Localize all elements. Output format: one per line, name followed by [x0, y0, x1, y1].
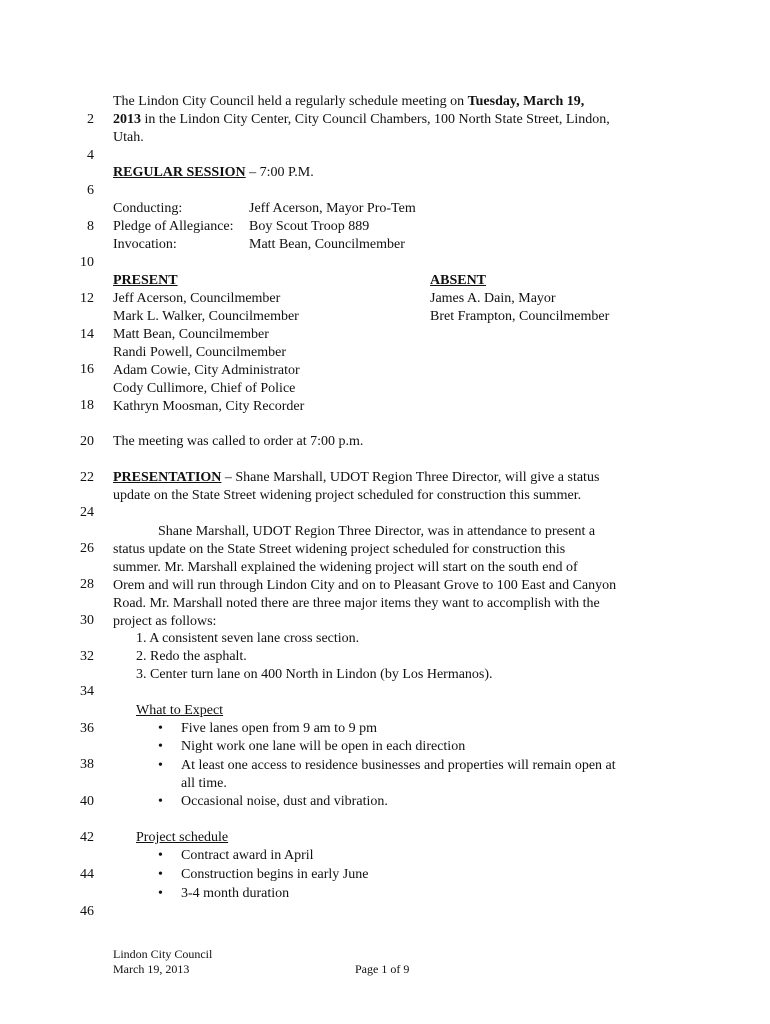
- present-member: Mark L. Walker, Councilmember: [113, 309, 299, 324]
- footer-page-number: Page 1 of 9: [355, 962, 410, 976]
- role-label: Conducting:: [113, 201, 183, 216]
- role-invocation: [113, 236, 405, 254]
- line-number: 22: [80, 470, 94, 485]
- line-number: 42: [80, 830, 94, 845]
- role-conducting: [113, 200, 416, 218]
- intro-line-2: [113, 111, 610, 129]
- presentation-label: PRESENTATION: [113, 470, 222, 485]
- present-member: Adam Cowie, City Administrator: [113, 363, 300, 378]
- numbered-item: 2. Redo the asphalt.: [136, 649, 247, 664]
- bullet-icon: •: [158, 721, 163, 736]
- bullet-icon: •: [158, 758, 163, 773]
- bullet-icon: •: [158, 886, 163, 901]
- expect-item: Night work one lane will be open in each direction: [181, 739, 466, 754]
- line-number: 32: [80, 649, 94, 664]
- expect-item: Five lanes open from 9 am to 9 pm: [181, 721, 377, 736]
- present-member: Matt Bean, Councilmember: [113, 327, 269, 342]
- bullet-icon: •: [158, 794, 163, 809]
- line-number: 6: [87, 183, 94, 198]
- presentation-body-line: project as follows:: [113, 614, 217, 629]
- line-number: 10: [80, 255, 94, 270]
- presentation-body-line: Road. Mr. Marshall noted there are three major items they want to accomplish with the: [113, 596, 600, 611]
- present-heading-text: PRESENT: [113, 273, 178, 288]
- expect-item-continued: all time.: [181, 776, 227, 791]
- numbered-item: 3. Center turn lane on 400 North in Lindon (by Los Hermanos).: [136, 667, 493, 682]
- bullet-icon: •: [158, 739, 163, 754]
- absent-heading: [430, 272, 486, 290]
- presentation-line-1: [113, 469, 599, 487]
- line-number: 38: [80, 757, 94, 772]
- line-number: 24: [80, 505, 94, 520]
- footer-date: March 19, 2013: [113, 962, 190, 976]
- present-member: Cody Cullimore, Chief of Police: [113, 381, 296, 396]
- expect-item: Occasional noise, dust and vibration.: [181, 794, 388, 809]
- line-number: 4: [87, 148, 94, 163]
- present-heading: [113, 272, 178, 290]
- line-number: 2: [87, 112, 94, 127]
- presentation-body-line: status update on the State Street widening project scheduled for construction this: [113, 542, 566, 557]
- line-number: 46: [80, 904, 94, 919]
- what-to-expect-heading: What to Expect: [136, 703, 224, 718]
- absent-member: James A. Dain, Mayor: [430, 291, 556, 306]
- line-number: 36: [80, 721, 94, 736]
- regular-session-time: – 7:00 P.M.: [245, 165, 314, 180]
- presentation-body-line: Shane Marshall, UDOT Region Three Director, was in attendance to present a: [158, 524, 596, 539]
- regular-session: [113, 164, 314, 182]
- numbered-item: 1. A consistent seven lane cross section.: [136, 631, 360, 646]
- line-number: 28: [80, 577, 94, 592]
- schedule-item: Contract award in April: [181, 848, 314, 863]
- present-member: Jeff Acerson, Councilmember: [113, 291, 281, 306]
- absent-member: Bret Frampton, Councilmember: [430, 309, 610, 324]
- line-number: 34: [80, 684, 94, 699]
- footer-org: Lindon City Council: [113, 947, 213, 961]
- line-number: 8: [87, 219, 94, 234]
- intro-line-3: Utah.: [113, 130, 144, 145]
- present-member: Randi Powell, Councilmember: [113, 345, 287, 360]
- line-number: 20: [80, 434, 94, 449]
- absent-heading-text: ABSENT: [430, 273, 487, 288]
- bullet-icon: •: [158, 867, 163, 882]
- line-number: 16: [80, 362, 94, 377]
- role-value: Jeff Acerson, Mayor Pro-Tem: [249, 201, 416, 216]
- line-number: 18: [80, 398, 94, 413]
- line-number: 30: [80, 613, 94, 628]
- line-number: 44: [80, 867, 94, 882]
- presentation-body-line: Orem and will run through Lindon City and on to Pleasant Grove to 100 East and Canyon: [113, 578, 617, 593]
- presentation-body-line: summer. Mr. Marshall explained the widening project will start on the south end of: [113, 560, 578, 575]
- call-to-order: The meeting was called to order at 7:00 p.m.: [113, 434, 364, 449]
- meeting-year: 2013: [113, 112, 141, 127]
- bullet-icon: •: [158, 848, 163, 863]
- role-label: Pledge of Allegiance:: [113, 219, 234, 234]
- role-value: Boy Scout Troop 889: [249, 219, 370, 234]
- present-member: Kathryn Moosman, City Recorder: [113, 399, 305, 414]
- line-number: 12: [80, 291, 94, 306]
- intro-line-1: [113, 93, 584, 111]
- intro-location: in the Lindon City Center, City Council Chambers, 100 North State Street, Lindon,: [141, 112, 610, 127]
- role-pledge: [113, 218, 370, 236]
- line-number: 40: [80, 794, 94, 809]
- expect-item: At least one access to residence businesses and properties will remain open at: [181, 758, 616, 773]
- schedule-item: 3-4 month duration: [181, 886, 290, 901]
- presentation-desc: – Shane Marshall, UDOT Region Three Director, will give a status: [221, 470, 600, 485]
- role-value: Matt Bean, Councilmember: [249, 237, 405, 252]
- role-label: Invocation:: [113, 237, 177, 252]
- meeting-date: Tuesday, March 19,: [467, 94, 585, 109]
- presentation-line-2: update on the State Street widening project scheduled for construction this summer.: [113, 488, 582, 503]
- intro-text: The Lindon City Council held a regularly schedule meeting on: [113, 94, 468, 109]
- project-schedule-heading: Project schedule: [136, 830, 229, 845]
- line-number: 14: [80, 327, 94, 342]
- schedule-item: Construction begins in early June: [181, 867, 369, 882]
- regular-session-label: REGULAR SESSION: [113, 165, 246, 180]
- line-number: 26: [80, 541, 94, 556]
